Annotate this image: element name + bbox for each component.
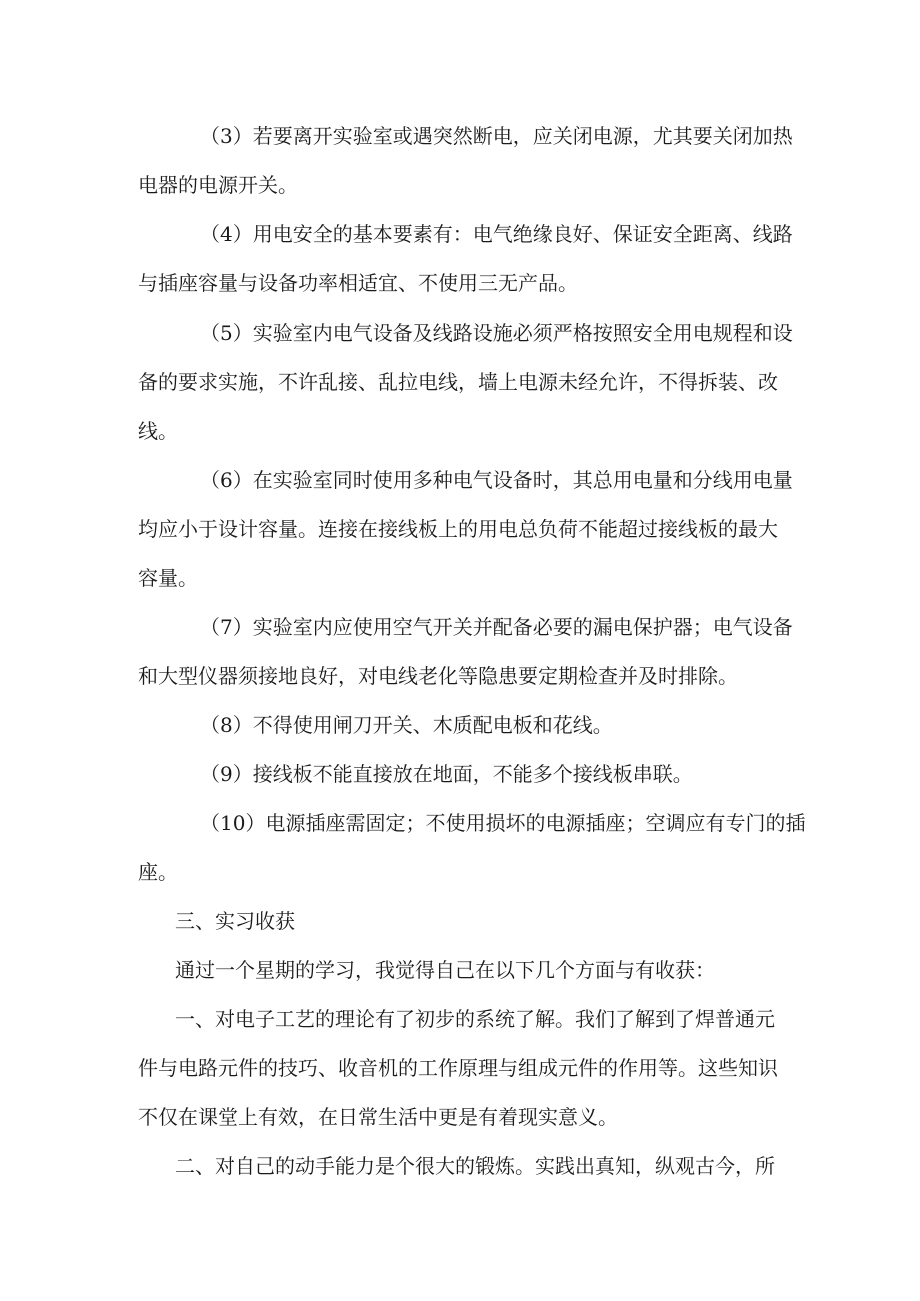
paragraph-3-line-2: 电器的电源开关。 <box>138 173 298 197</box>
paragraph-8-line-1: （8）不得使用闸刀开关、木质配电板和花线。 <box>200 713 613 737</box>
paragraph-4-line-2: 与插座容量与设备功率相适宜、不使用三无产品。 <box>138 271 578 295</box>
paragraph-5-line-2: 备的要求实施，不许乱接、乱拉电线，墙上电源未经允许，不得拆装、改 <box>138 370 778 394</box>
section-heading: 三、实习收获 <box>175 909 295 933</box>
point-1-line-3: 不仅在课堂上有效，在日常生活中更是有着现实意义。 <box>138 1105 618 1129</box>
point-1-line-1: 一、对电子工艺的理论有了初步的系统了解。我们了解到了焊普通元 <box>175 1007 775 1031</box>
paragraph-6-line-1: （6）在实验室同时使用多种电气设备时，其总用电量和分线用电量 <box>200 468 793 492</box>
paragraph-9-line-1: （9）接线板不能直接放在地面，不能多个接线板串联。 <box>200 762 693 786</box>
intro-paragraph-line-1: 通过一个星期的学习，我觉得自己在以下几个方面与有收获： <box>175 958 715 982</box>
paragraph-10-line-2: 座。 <box>138 860 178 884</box>
paragraph-10-line-1: （10）电源插座需固定；不使用损坏的电源插座；空调应有专门的插 <box>200 811 806 835</box>
point-1-line-2: 件与电路元件的技巧、收音机的工作原理与组成元件的作用等。这些知识 <box>138 1056 778 1080</box>
paragraph-6-line-3: 容量。 <box>138 566 198 590</box>
point-2-line-1: 二、对自己的动手能力是个很大的锻炼。实践出真知，纵观古今，所 <box>175 1154 775 1178</box>
paragraph-4-line-1: （4）用电安全的基本要素有：电气绝缘良好、保证安全距离、线路 <box>200 222 793 246</box>
paragraph-5-line-1: （5）实验室内电气设备及线路设施必须严格按照安全用电规程和设 <box>200 321 793 345</box>
paragraph-5-line-3: 线。 <box>138 419 178 443</box>
paragraph-7-line-1: （7）实验室内应使用空气开关并配备必要的漏电保护器；电气设备 <box>200 615 793 639</box>
paragraph-3-line-1: （3）若要离开实验室或遇突然断电，应关闭电源，尤其要关闭加热 <box>200 124 793 148</box>
paragraph-6-line-2: 均应小于设计容量。连接在接线板上的用电总负荷不能超过接线板的最大 <box>138 517 778 541</box>
paragraph-7-line-2: 和大型仪器须接地良好，对电线老化等隐患要定期检查并及时排除。 <box>138 664 738 688</box>
